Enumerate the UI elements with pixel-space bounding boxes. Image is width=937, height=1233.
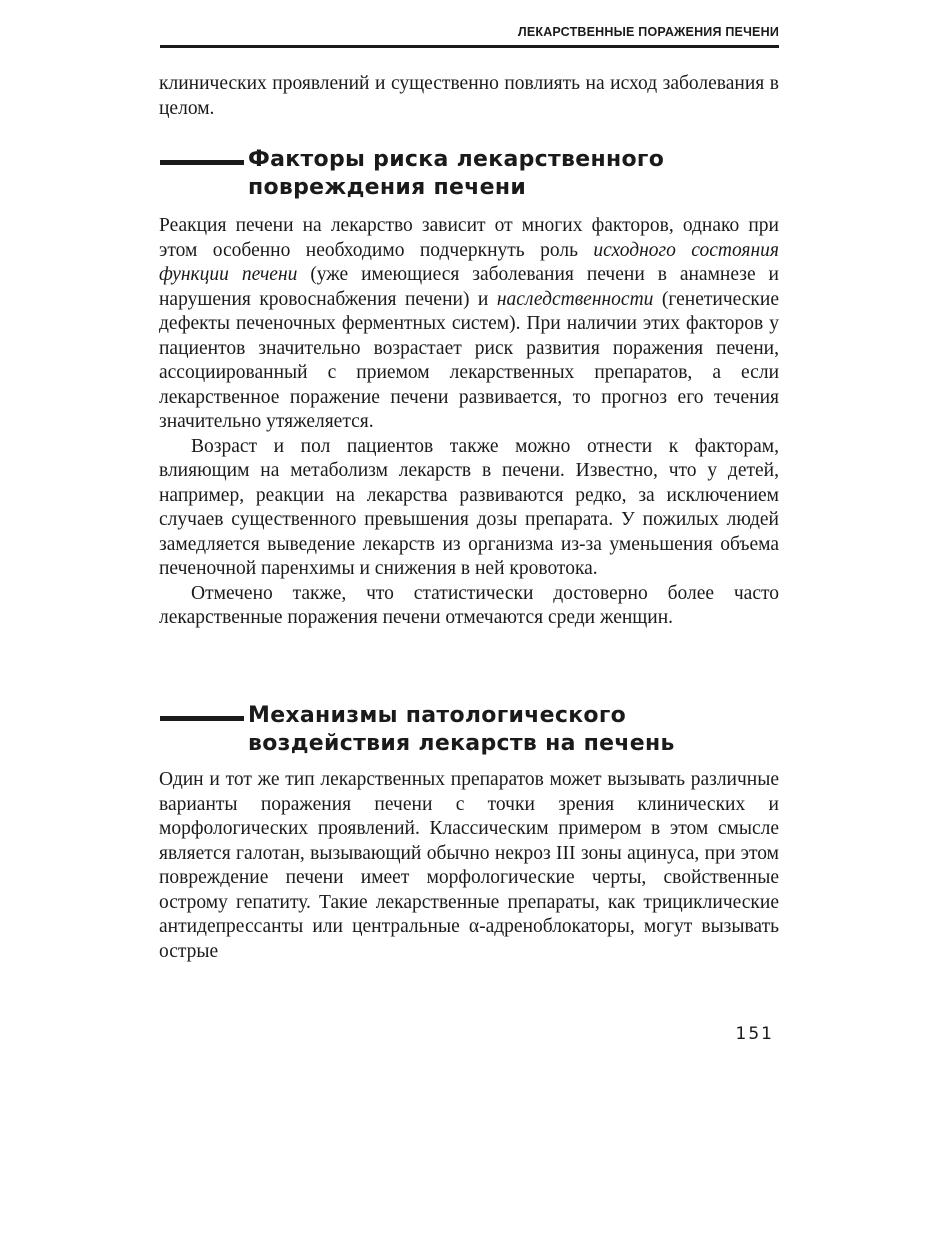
paragraph-text: (уже имеющиеся заболевания печени в анамнезе и нарушения кровоснабжения печени) и [159,264,779,310]
paragraph-text: Реакция печени на лекарство зависит от многих факторов, однако при этом особенно необходимо подчеркнуть роль [159,215,779,261]
section-body-risk-factors [159,214,779,631]
paragraph-text: (генетические дефекты печеночных ферментных систем). При наличии этих факторов у пациентов значительно возрастает риск развития поражения печени, ассоциированный с приемом лекарственных препаратов, а если лекарственное поражение печени развивается, то прогноз его течения значительно утяжеляется. [159,288,780,432]
heading-bar [160,716,244,721]
section-title [248,702,675,758]
section-title-line: Механизмы патологического [248,703,627,728]
section-title-line: повреждения печени [248,175,527,200]
paragraph: Один и тот же тип лекарственных препаратов может вызывать различные варианты поражения печени с точки зрения клинических и морфологических проявлений. Классическим примером в этом смысле является галотан, вызывающий обычно некроз III зоны ацинуса, при этом повреждение печени имеет морфологические черты, свойственные острому гепатиту. Такие лекарственные препараты, как трициклические антидепрессанты или центральные α-адреноблокаторы, могут вызывать острые [159,769,779,962]
section-body-mechanisms [159,768,779,964]
page-number: 151 [735,1024,774,1044]
paragraph [159,214,779,435]
header-rule [160,45,779,48]
section-title-line: Факторы риска лекарственного [248,147,665,172]
emphasis: наследственности [496,288,654,310]
paragraph: Возраст и пол пациентов также можно отнести к факторам, влияющим на метаболизм лекарств в печени. Известно, что у детей, например, реакции на лекарства развиваются редко, за исключением случаев существенного превышения дозы препарата. У пожилых людей замедляется выведение лекарств из организма из-за уменьшения объема печеночной паренхимы и снижения в ней кровотока. [159,435,779,579]
emphasis: исходного состояния функции печени [159,239,779,285]
paragraph: Отмечено также, что статистически достоверно более часто лекарственные поражения печени отмечаются среди женщин. [159,582,779,628]
intro-continuation [159,72,779,121]
section-title-line: воздействия лекарств на печень [248,731,675,756]
heading-bar [160,160,244,165]
section-title [248,146,664,202]
running-head: ЛЕКАРСТВЕННЫЕ ПОРАЖЕНИЯ ПЕЧЕНИ [517,25,779,39]
intro-paragraph: клинических проявлений и существенно повлиять на исход заболевания в целом. [159,73,779,119]
